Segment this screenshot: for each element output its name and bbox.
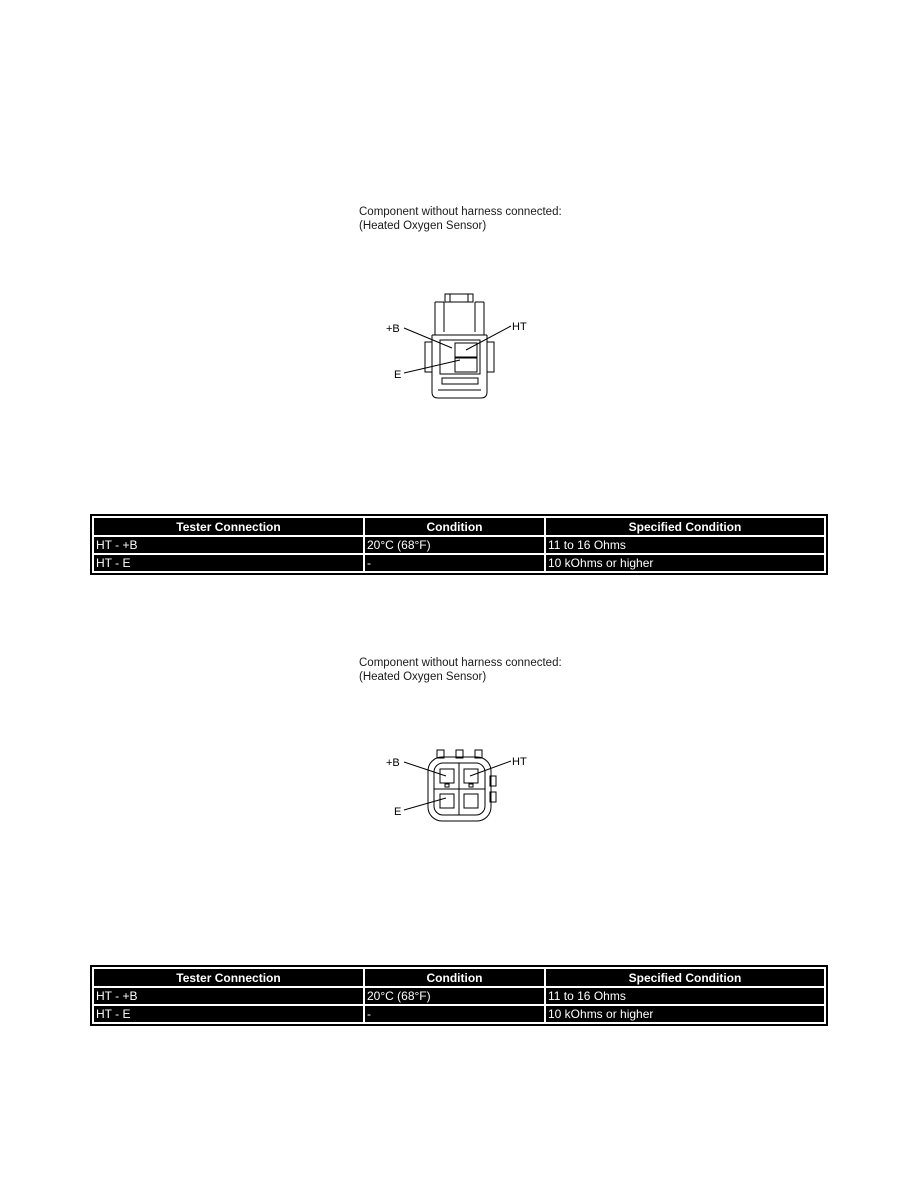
- header-specified-condition: Specified Condition: [546, 518, 824, 535]
- caption-line-2: (Heated Oxygen Sensor): [359, 220, 487, 232]
- cell-tester-connection: HT - +B: [94, 988, 363, 1004]
- cell-condition: 20°C (68°F): [365, 537, 544, 553]
- diagram-caption: [359, 656, 619, 684]
- terminal-cavity: [464, 794, 478, 808]
- header-tester-connection: Tester Connection: [94, 969, 363, 986]
- header-condition: Condition: [365, 969, 544, 986]
- leader-line-plus-b: [404, 328, 452, 348]
- terminal-label-plus-b: +B: [386, 757, 400, 769]
- header-condition: Condition: [365, 518, 544, 535]
- connector-diagram-1: [380, 290, 530, 405]
- table-row: [94, 1006, 824, 1022]
- leader-line-ht: [466, 326, 511, 350]
- cell-specified-condition: 10 kOhms or higher: [546, 1006, 824, 1022]
- diagram-caption: [359, 205, 619, 233]
- cell-tester-connection: HT - E: [94, 555, 363, 571]
- caption-line-1: Component without harness connected:: [359, 206, 562, 218]
- terminal-label-plus-b: +B: [386, 323, 400, 335]
- cell-tester-connection: HT - +B: [94, 537, 363, 553]
- connector-diagram-2: [380, 746, 530, 856]
- cell-condition: -: [365, 1006, 544, 1022]
- cell-specified-condition: 10 kOhms or higher: [546, 555, 824, 571]
- cell-specified-condition: 11 to 16 Ohms: [546, 988, 824, 1004]
- table-row: [94, 988, 824, 1004]
- terminal-label-ht: HT: [512, 756, 527, 768]
- table-header-row: [94, 969, 824, 986]
- terminal-cavity: [440, 794, 454, 808]
- caption-line-2: (Heated Oxygen Sensor): [359, 671, 487, 683]
- connector-section-2: [0, 650, 918, 1050]
- connector-latch: [445, 294, 473, 302]
- caption-line-1: Component without harness connected:: [359, 657, 562, 669]
- header-tester-connection: Tester Connection: [94, 518, 363, 535]
- cell-condition: -: [365, 555, 544, 571]
- terminal-label-e: E: [394, 369, 402, 381]
- spec-table-2: [90, 965, 828, 1026]
- cell-condition: 20°C (68°F): [365, 988, 544, 1004]
- terminal-label-ht: HT: [512, 321, 527, 333]
- table-row: [94, 555, 824, 571]
- spec-table-1: [90, 514, 828, 575]
- cell-tester-connection: HT - E: [94, 1006, 363, 1022]
- table-header-row: [94, 518, 824, 535]
- header-specified-condition: Specified Condition: [546, 969, 824, 986]
- table-row: [94, 537, 824, 553]
- cell-specified-condition: 11 to 16 Ohms: [546, 537, 824, 553]
- terminal-label-e: E: [394, 806, 402, 818]
- terminal-cavity: [440, 769, 454, 783]
